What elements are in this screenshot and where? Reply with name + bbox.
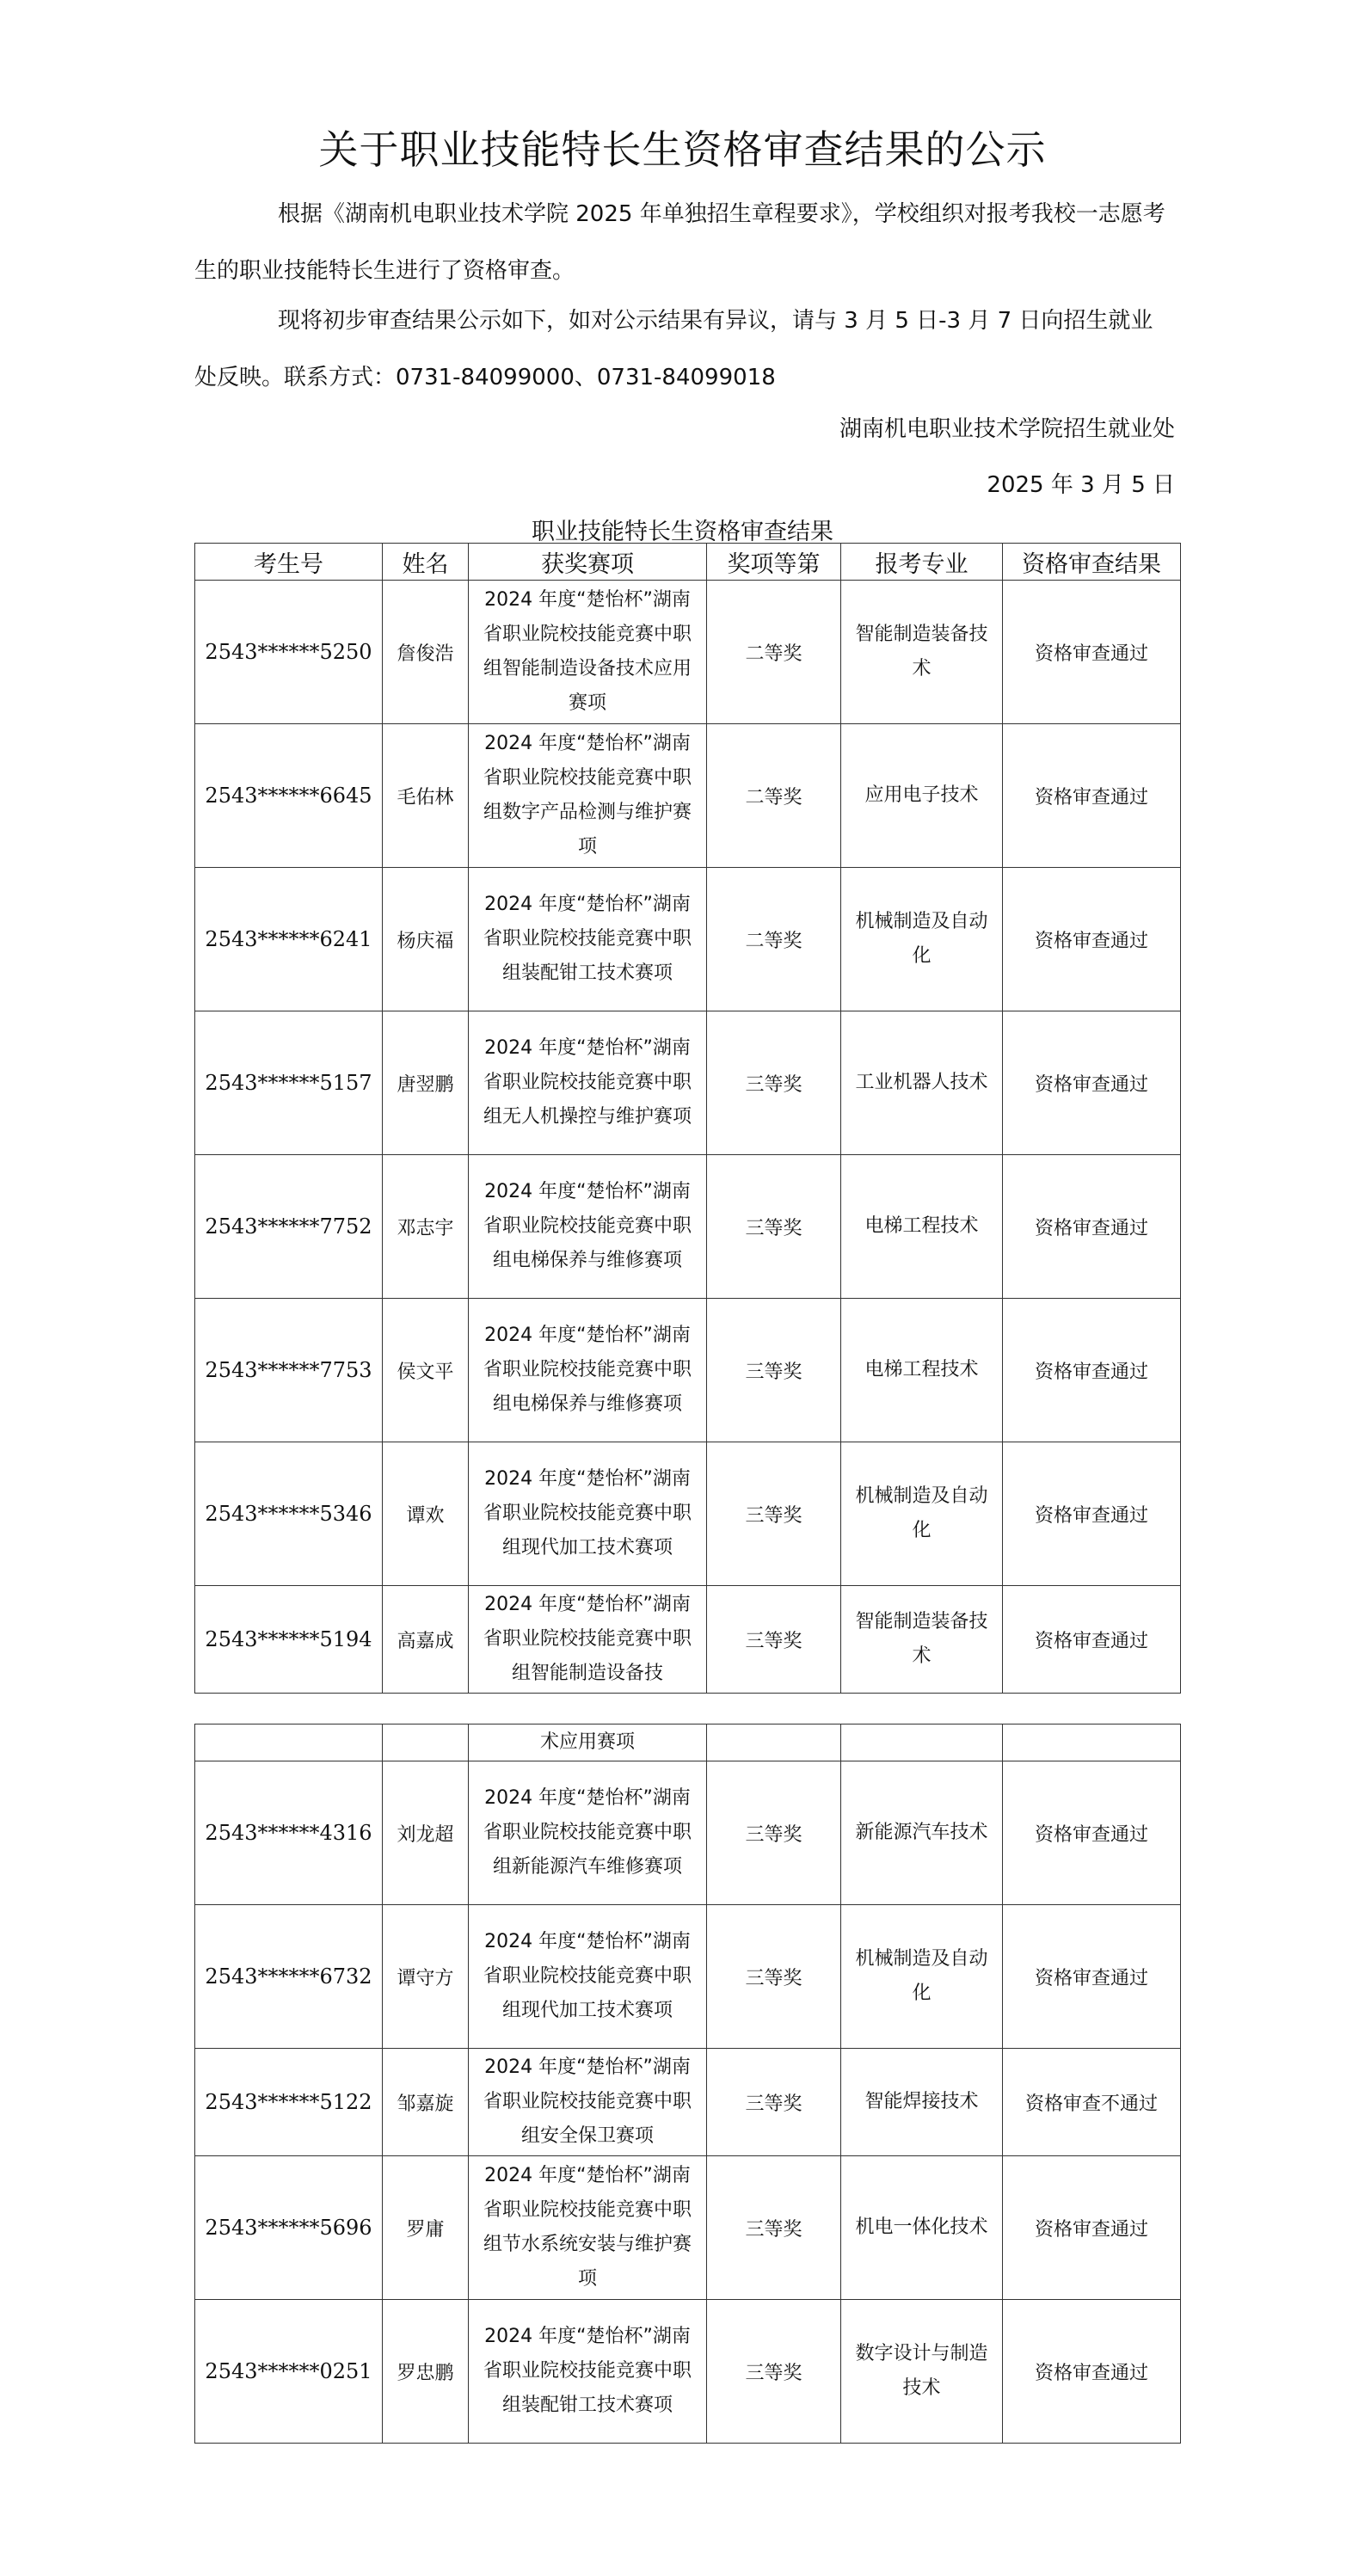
name-cell: 杨庆福: [383, 868, 469, 1011]
table-row: [195, 1586, 1181, 1694]
exam-id-cell: 2543******5157: [195, 1011, 383, 1155]
exam-id-cell: 2543******4316: [195, 1761, 383, 1905]
signoff-organization: 湖南机电职业技术学院招生就业处: [839, 416, 1175, 442]
name-cell: 毛佑林: [383, 724, 469, 868]
name-cell: 谭欢: [383, 1442, 469, 1586]
name-cell: 高嘉成: [383, 1586, 469, 1694]
award-cell: 2024 年度“楚怡杯”湖南省职业院校技能竞赛中职组电梯保养与维修赛项: [469, 1155, 707, 1299]
award-cell: 2024 年度“楚怡杯”湖南省职业院校技能竞赛中职组智能制造设备技术应用赛项: [469, 581, 707, 724]
award-cell: 2024 年度“楚怡杯”湖南省职业院校技能竞赛中职组新能源汽车维修赛项: [469, 1761, 707, 1905]
notice-paragraph: 现将初步审查结果公示如下，如对公示结果有异议，请与 3 月 5 日-3 月 7 日向招生就业处反映。联系方式：0731-84099000、0731-84099018: [194, 308, 1153, 390]
header-level: 奖项等第: [707, 544, 841, 581]
name-cell: 谭守方: [383, 1905, 469, 2049]
header-result: 资格审查结果: [1003, 544, 1181, 581]
major-cell: 新能源汽车技术: [841, 1761, 1003, 1905]
table-row: [195, 1442, 1181, 1586]
table-row: [195, 1905, 1181, 2049]
level-cell: 三等奖: [707, 1155, 841, 1299]
level-cell: 三等奖: [707, 1761, 841, 1905]
major-cell: 智能制造装备技术: [841, 581, 1003, 724]
level-cell: 三等奖: [707, 1905, 841, 2049]
level-cell: 三等奖: [707, 1011, 841, 1155]
major-cell: 机械制造及自动化: [841, 1905, 1003, 2049]
major-cell: 机械制造及自动化: [841, 1442, 1003, 1586]
table-row: [195, 581, 1181, 724]
major-cell: 工业机器人技术: [841, 1011, 1003, 1155]
award-cell: 2024 年度“楚怡杯”湖南省职业院校技能竞赛中职组无人机操控与维护赛项: [469, 1011, 707, 1155]
award-cell: 2024 年度“楚怡杯”湖南省职业院校技能竞赛中职组电梯保养与维修赛项: [469, 1299, 707, 1442]
major-cell: 机械制造及自动化: [841, 868, 1003, 1011]
result-cell: 资格审查通过: [1003, 1011, 1181, 1155]
result-cell: [1003, 1725, 1181, 1761]
table-row: [195, 2300, 1181, 2444]
name-cell: 罗庸: [383, 2156, 469, 2300]
exam-id-cell: 2543******6732: [195, 1905, 383, 2049]
award-cell: 2024 年度“楚怡杯”湖南省职业院校技能竞赛中职组节水系统安装与维护赛项: [469, 2156, 707, 2300]
level-cell: [707, 1725, 841, 1761]
name-cell: [383, 1725, 469, 1761]
table-row: [195, 2156, 1181, 2300]
level-cell: 三等奖: [707, 2049, 841, 2156]
table-title: 职业技能特长生资格审查结果: [532, 519, 833, 545]
award-cell: 术应用赛项: [469, 1725, 707, 1761]
results-table-continued: [194, 1724, 1181, 2444]
header-exam-id: 考生号: [195, 544, 383, 581]
award-cell: 2024 年度“楚怡杯”湖南省职业院校技能竞赛中职组装配钳工技术赛项: [469, 2300, 707, 2444]
major-cell: 智能焊接技术: [841, 2049, 1003, 2156]
level-cell: 三等奖: [707, 1299, 841, 1442]
table-header-row: [195, 544, 1181, 581]
level-cell: 二等奖: [707, 581, 841, 724]
result-cell: 资格审查通过: [1003, 1442, 1181, 1586]
name-cell: 侯文平: [383, 1299, 469, 1442]
exam-id-cell: 2543******7752: [195, 1155, 383, 1299]
name-cell: 唐翌鹏: [383, 1011, 469, 1155]
exam-id-cell: 2543******6645: [195, 724, 383, 868]
intro-paragraph: 根据《湖南机电职业技术学院 2025 年单独招生章程要求》，学校组织对报考我校一志愿考生的职业技能特长生进行了资格审查。: [194, 201, 1165, 284]
major-cell: [841, 1725, 1003, 1761]
exam-id-cell: 2543******5122: [195, 2049, 383, 2156]
table-row: [195, 1155, 1181, 1299]
header-name: 姓名: [383, 544, 469, 581]
exam-id-cell: 2543******7753: [195, 1299, 383, 1442]
signoff-date: 2025 年 3 月 5 日: [987, 472, 1175, 498]
header-major: 报考专业: [841, 544, 1003, 581]
header-award: 获奖赛项: [469, 544, 707, 581]
results-table: [194, 543, 1181, 1694]
exam-id-cell: 2543******5250: [195, 581, 383, 724]
table-row: [195, 724, 1181, 868]
award-cell: 2024 年度“楚怡杯”湖南省职业院校技能竞赛中职组装配钳工技术赛项: [469, 868, 707, 1011]
award-cell: 2024 年度“楚怡杯”湖南省职业院校技能竞赛中职组现代加工技术赛项: [469, 1905, 707, 2049]
table-row: [195, 1011, 1181, 1155]
level-cell: 三等奖: [707, 1586, 841, 1694]
result-cell: 资格审查通过: [1003, 2300, 1181, 2444]
exam-id-cell: 2543******5346: [195, 1442, 383, 1586]
table-row: [195, 868, 1181, 1011]
exam-id-cell: 2543******5696: [195, 2156, 383, 2300]
result-cell: 资格审查通过: [1003, 1155, 1181, 1299]
major-cell: 电梯工程技术: [841, 1155, 1003, 1299]
table-row: [195, 1761, 1181, 1905]
award-cell: 2024 年度“楚怡杯”湖南省职业院校技能竞赛中职组智能制造设备技: [469, 1586, 707, 1694]
level-cell: 三等奖: [707, 2300, 841, 2444]
exam-id-cell: [195, 1725, 383, 1761]
name-cell: 刘龙超: [383, 1761, 469, 1905]
result-cell: 资格审查通过: [1003, 1299, 1181, 1442]
result-cell: 资格审查通过: [1003, 2156, 1181, 2300]
name-cell: 詹俊浩: [383, 581, 469, 724]
result-cell: 资格审查通过: [1003, 1761, 1181, 1905]
result-cell: 资格审查不通过: [1003, 2049, 1181, 2156]
award-cell: 2024 年度“楚怡杯”湖南省职业院校技能竞赛中职组安全保卫赛项: [469, 2049, 707, 2156]
result-cell: 资格审查通过: [1003, 581, 1181, 724]
name-cell: 罗忠鹏: [383, 2300, 469, 2444]
level-cell: 三等奖: [707, 1442, 841, 1586]
name-cell: 邹嘉旋: [383, 2049, 469, 2156]
exam-id-cell: 2543******6241: [195, 868, 383, 1011]
major-cell: 电梯工程技术: [841, 1299, 1003, 1442]
major-cell: 智能制造装备技术: [841, 1586, 1003, 1694]
table-row: [195, 2049, 1181, 2156]
major-cell: 应用电子技术: [841, 724, 1003, 868]
level-cell: 二等奖: [707, 868, 841, 1011]
name-cell: 邓志宇: [383, 1155, 469, 1299]
result-cell: 资格审查通过: [1003, 1905, 1181, 2049]
result-cell: 资格审查通过: [1003, 868, 1181, 1011]
level-cell: 二等奖: [707, 724, 841, 868]
major-cell: 机电一体化技术: [841, 2156, 1003, 2300]
exam-id-cell: 2543******5194: [195, 1586, 383, 1694]
page-title: 关于职业技能特长生资格审查结果的公示: [318, 126, 1047, 173]
table-row-continuation: [195, 1725, 1181, 1761]
exam-id-cell: 2543******0251: [195, 2300, 383, 2444]
major-cell: 数字设计与制造技术: [841, 2300, 1003, 2444]
level-cell: 三等奖: [707, 2156, 841, 2300]
award-cell: 2024 年度“楚怡杯”湖南省职业院校技能竞赛中职组数字产品检测与维护赛项: [469, 724, 707, 868]
result-cell: 资格审查通过: [1003, 724, 1181, 868]
award-cell: 2024 年度“楚怡杯”湖南省职业院校技能竞赛中职组现代加工技术赛项: [469, 1442, 707, 1586]
result-cell: 资格审查通过: [1003, 1586, 1181, 1694]
table-row: [195, 1299, 1181, 1442]
